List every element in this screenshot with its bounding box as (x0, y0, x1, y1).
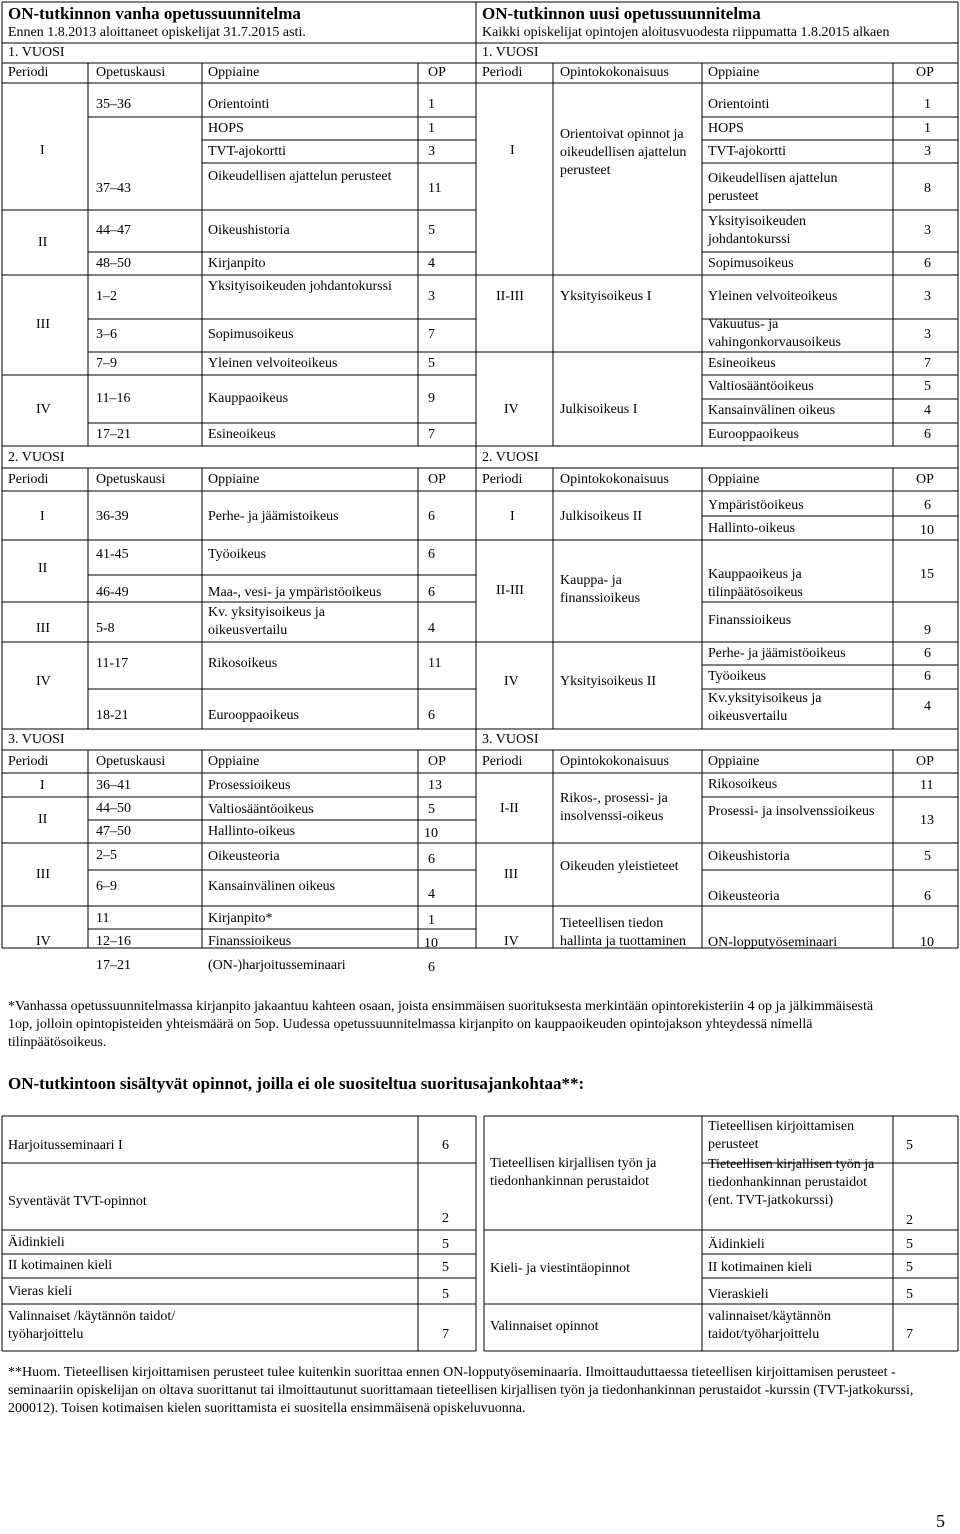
table-cell: 5 (428, 356, 435, 371)
table-cell: 5 (442, 1237, 449, 1252)
table-cell: 3 (924, 223, 931, 238)
table-cell: 17–21 (96, 958, 131, 973)
table-cell: 13 (920, 813, 934, 828)
table-cell: Rikosoikeus (208, 656, 278, 671)
table-cell: 11 (96, 911, 110, 926)
period-label: I (510, 143, 515, 158)
table-cell: Yleinen velvoiteoikeus (708, 289, 838, 304)
table-cell: 5 (906, 1260, 913, 1275)
table-cell: 6–9 (96, 879, 117, 894)
table-cell: 8 (924, 181, 931, 196)
table-cell: Vieras kieli (8, 1284, 73, 1299)
table-cell: (ON-)harjoitusseminaari (208, 958, 346, 973)
table-cell: Yksityisoikeuden johdantokurssi (708, 214, 806, 247)
table-cell: Finanssioikeus (708, 613, 792, 628)
table-cell: 6 (428, 852, 435, 867)
table-cell: 9 (924, 623, 931, 638)
table-cell: 2 (442, 1211, 449, 1226)
period-label: II-III (496, 289, 524, 304)
new-header-periodi: Periodi (482, 754, 523, 769)
table-cell: 44–50 (96, 801, 131, 816)
old-year1-label: 1. VUOSI (8, 45, 65, 60)
period-label: I (40, 143, 45, 158)
table-cell: 11-17 (96, 656, 129, 671)
table-cell: 12–16 (96, 934, 131, 949)
new-plan-subtitle: Kaikki opiskelijat opintojen aloitusvuodesta riippumatta 1.8.2015 alkaen (482, 25, 890, 40)
new-header-opintokokonaisuus: Opintokokonaisuus (560, 472, 669, 487)
table-cell: 46-49 (96, 585, 129, 600)
table-cell: 7 (428, 427, 435, 442)
period-label: IV (36, 934, 51, 949)
table-cell: Oikeudellisen ajattelun perusteet (708, 171, 838, 204)
new-header-op: OP (916, 472, 934, 487)
period-label: I-II (500, 801, 519, 816)
table-cell: Tieteellisen kirjoittamisen perusteet (708, 1119, 855, 1152)
table-cell: valinnaiset/käytännön taidot/työharjoittelu (708, 1309, 831, 1342)
old-header-oppiaine: Oppiaine (208, 472, 260, 487)
table-cell: 6 (428, 585, 435, 600)
new-header-opintokokonaisuus: Opintokokonaisuus (560, 754, 669, 769)
table-cell: Äidinkieli (8, 1235, 65, 1250)
table-cell: 47–50 (96, 824, 131, 839)
table-cell: 5 (906, 1237, 913, 1252)
table-cell: 9 (428, 391, 435, 406)
table-cell: 6 (924, 256, 931, 271)
table-cell: Yleinen velvoiteoikeus (208, 356, 338, 371)
new-header-oppiaine: Oppiaine (708, 754, 760, 769)
table-cell: 1 (924, 121, 931, 136)
table-cell: 6 (428, 960, 435, 975)
table-cell: Esineoikeus (708, 356, 776, 371)
table-cell: 5 (924, 379, 931, 394)
period-label: I (510, 509, 515, 524)
table-cell: 11–16 (96, 391, 131, 406)
table-cell: HOPS (208, 121, 244, 136)
table-cell: Oikeusteoria (708, 889, 780, 904)
table-cell: 3 (428, 289, 435, 304)
table-cell: Äidinkieli (708, 1237, 765, 1252)
table-cell: 10 (424, 936, 438, 951)
table-cell: 4 (428, 256, 435, 271)
old-header-oppiaine: Oppiaine (208, 65, 260, 80)
table-cell: 7 (906, 1327, 913, 1342)
table-cell: Orientointi (208, 97, 270, 112)
new-year2-label: 2. VUOSI (482, 450, 539, 465)
period-label: II-III (496, 583, 524, 598)
table-cell: 5 (428, 223, 435, 238)
table-cell: 7 (924, 356, 931, 371)
table-cell: 1 (428, 121, 435, 136)
table-cell: Tieteellisen kirjallisen työn ja tiedonhankinnan perustaidot (ent. TVT-jatkokurssi) (708, 1157, 875, 1208)
table-cell: 3 (924, 327, 931, 342)
table-cell: HOPS (708, 121, 744, 136)
module-name: Julkisoikeus II (560, 509, 643, 524)
table-cell: Kauppaoikeus ja tilinpäätösoikeus (708, 567, 803, 600)
new-header-oppiaine: Oppiaine (708, 65, 760, 80)
new-header-op: OP (916, 65, 934, 80)
table-cell: TVT-ajokortti (208, 144, 287, 159)
table-cell: Kansainvälinen oikeus (708, 403, 836, 418)
module-name: Julkisoikeus I (560, 402, 638, 417)
table-cell: Ympäristöoikeus (708, 498, 804, 513)
table-cell: 7 (442, 1327, 449, 1342)
module-name: Tieteellisen tiedon hallinta ja tuottaminen (560, 916, 686, 949)
table-cell: 36-39 (96, 509, 129, 524)
table-cell: 3 (924, 289, 931, 304)
table-cell: Eurooppaoikeus (208, 708, 299, 723)
table-cell: Prosessi- ja insolvenssioikeus (708, 804, 875, 819)
table-cell: Oikeushistoria (208, 223, 290, 238)
table-cell: 1–2 (96, 289, 117, 304)
table-cell: TVT-ajokortti (708, 144, 787, 159)
module-name: Kieli- ja viestintäopinnot (490, 1261, 630, 1276)
table-cell: 3 (428, 144, 435, 159)
table-cell: 4 (428, 887, 435, 902)
page-number: 5 (936, 1511, 945, 1531)
new-header-op: OP (916, 754, 934, 769)
old-plan-subtitle: Ennen 1.8.2013 aloittaneet opiskelijat 31.7.2015 asti. (8, 25, 306, 40)
table-cell: Perhe- ja jäämistoikeus (208, 509, 339, 524)
period-label: II (38, 561, 48, 576)
table-cell: 11 (428, 656, 442, 671)
table-cell: 11 (920, 778, 934, 793)
table-cell: 11 (428, 181, 442, 196)
module-name: Tieteellisen kirjallisen työn ja tiedonhankinnan perustaidot (490, 1156, 657, 1189)
period-label: I (40, 778, 45, 793)
table-cell: Vakuutus- ja vahingonkorvausoikeus (708, 317, 841, 350)
module-name: Orientoivat opinnot ja oikeudellisen ajattelun perusteet (560, 127, 687, 178)
table-cell: 18-21 (96, 708, 129, 723)
period-label: II (38, 812, 48, 827)
module-name: Kauppa- ja finanssioikeus (560, 573, 641, 606)
module-name: Rikos-, prosessi- ja insolvenssi-oikeus (560, 791, 668, 824)
table-cell: Eurooppaoikeus (708, 427, 799, 442)
table-cell: Sopimusoikeus (208, 327, 294, 342)
old-year3-label: 3. VUOSI (8, 732, 65, 747)
new-header-periodi: Periodi (482, 65, 523, 80)
old-header-periodi: Periodi (8, 472, 49, 487)
period-label: I (40, 509, 45, 524)
table-cell: ON-lopputyöseminaari (708, 935, 838, 950)
table-cell: 6 (924, 669, 931, 684)
table-cell: 4 (428, 621, 435, 636)
table-cell: 3 (924, 144, 931, 159)
table-cell: Vieraskieli (708, 1287, 769, 1302)
table-cell: Kv. yksityisoikeus ja oikeusvertailu (208, 605, 325, 638)
table-cell: 37–43 (96, 181, 131, 196)
table-cell: Harjoitusseminaari I (8, 1138, 123, 1153)
table-cell: Kv.yksityisoikeus ja oikeusvertailu (708, 691, 822, 724)
table-cell: 5 (906, 1287, 913, 1302)
table-cell: 6 (428, 547, 435, 562)
footnote-huom: **Huom. Tieteellisen kirjoittamisen perusteet tulee kuitenkin suorittaa ennen ON-lopputyöseminaaria. Ilmoittauduttaessa tieteellisen kirjoittamisen perusteet -seminaariin opiskelijan on oltava suorittanut tai ilmoittautunut suorittamaan tieteellisen kirjallisen työn ja tiedonhankinnan perustaidot -kurssin (TVT-jatkokurssi, 200012). Toisen kotimaisen kielen suorittamista ei suositella ensimmäisenä opiskeluvuonna. (8, 1365, 914, 1416)
table-cell: Perhe- ja jäämistöoikeus (708, 646, 846, 661)
table-cell: Kirjanpito (208, 256, 266, 271)
table-cell: 6 (428, 509, 435, 524)
old-header-op: OP (428, 754, 446, 769)
old-header-periodi: Periodi (8, 65, 49, 80)
table-cell: Rikosoikeus (708, 777, 778, 792)
module-name: Yksityisoikeus II (560, 674, 657, 689)
table-cell: 6 (924, 646, 931, 661)
table-cell: 1 (428, 97, 435, 112)
module-name: Valinnaiset opinnot (490, 1319, 599, 1334)
table-cell: 3–6 (96, 327, 117, 342)
old-header-opetuskausi: Opetuskausi (96, 472, 166, 487)
table-cell: 13 (428, 778, 442, 793)
table-cell: Sopimusoikeus (708, 256, 794, 271)
table-cell: 4 (924, 699, 931, 714)
table-cell: Maa-, vesi- ja ympäristöoikeus (208, 585, 382, 600)
table-cell: Työoikeus (708, 669, 767, 684)
table-cell: Yksityisoikeuden johdantokurssi (208, 279, 392, 294)
table-cell: 5 (428, 802, 435, 817)
table-cell: Prosessioikeus (208, 778, 291, 793)
table-cell: Syventävät TVT-opinnot (8, 1194, 147, 1209)
table-cell: 1 (924, 97, 931, 112)
period-label: IV (504, 934, 519, 949)
module-name: Oikeuden yleistieteet (560, 859, 679, 874)
table-cell: II kotimainen kieli (708, 1260, 813, 1275)
table-cell: II kotimainen kieli (8, 1258, 113, 1273)
table-cell: Kansainvälinen oikeus (208, 879, 336, 894)
table-cell: Hallinto-oikeus (708, 521, 796, 536)
table-cell: Hallinto-oikeus (208, 824, 296, 839)
period-label: II (38, 235, 48, 250)
new-plan-title: ON-tutkinnon uusi opetussuunnitelma (482, 4, 761, 23)
period-label: IV (504, 674, 519, 689)
table-cell: 44–47 (96, 223, 131, 238)
period-label: IV (36, 674, 51, 689)
old-header-opetuskausi: Opetuskausi (96, 754, 166, 769)
old-header-op: OP (428, 65, 446, 80)
period-label: III (36, 867, 50, 882)
old-header-opetuskausi: Opetuskausi (96, 65, 166, 80)
table-cell: Valtiosääntöoikeus (208, 802, 314, 817)
section-heading: ON-tutkintoon sisältyvät opinnot, joilla ei ole suositeltua suoritusajankohtaa**: (8, 1074, 585, 1093)
table-cell: 5 (442, 1260, 449, 1275)
table-cell: 41-45 (96, 547, 129, 562)
table-cell: 48–50 (96, 256, 131, 271)
table-cell: 5 (906, 1138, 913, 1153)
table-cell: Oikeudellisen ajattelun perusteet (208, 169, 392, 184)
old-header-op: OP (428, 472, 446, 487)
new-header-periodi: Periodi (482, 472, 523, 487)
table-cell: 2 (906, 1213, 913, 1228)
period-label: III (36, 317, 50, 332)
new-header-opintokokonaisuus: Opintokokonaisuus (560, 65, 669, 80)
table-cell: 10 (424, 826, 438, 841)
table-cell: Työoikeus (208, 547, 267, 562)
table-cell: Oikeushistoria (708, 849, 790, 864)
table-cell: Valinnaiset /käytännön taidot/ työharjoittelu (8, 1309, 176, 1342)
table-cell: 36–41 (96, 778, 131, 793)
table-cell: 5 (924, 849, 931, 864)
table-cell: 6 (924, 498, 931, 513)
module-name: Yksityisoikeus I (560, 289, 652, 304)
period-label: IV (36, 402, 51, 417)
table-cell: 6 (924, 889, 931, 904)
new-year1-label: 1. VUOSI (482, 45, 539, 60)
new-year3-label: 3. VUOSI (482, 732, 539, 747)
table-cell: Oikeusteoria (208, 849, 280, 864)
table-cell: Kauppaoikeus (208, 391, 289, 406)
new-header-oppiaine: Oppiaine (708, 472, 760, 487)
table-cell: 17–21 (96, 427, 131, 442)
table-cell: Orientointi (708, 97, 770, 112)
table-cell: Finanssioikeus (208, 934, 292, 949)
period-label: IV (504, 402, 519, 417)
table-cell: Esineoikeus (208, 427, 276, 442)
table-cell: 6 (442, 1138, 449, 1153)
table-cell: 15 (920, 567, 934, 582)
period-label: III (36, 621, 50, 636)
table-cell: 6 (924, 427, 931, 442)
table-cell: 4 (924, 403, 931, 418)
table-cell: 1 (428, 913, 435, 928)
old-year2-label: 2. VUOSI (8, 450, 65, 465)
table-cell: 10 (920, 523, 934, 538)
footnote-kirjanpito: *Vanhassa opetussuunnitelmassa kirjanpito jakaantuu kahteen osaan, joista ensimmäisen suorituksesta merkintään opintorekisteriin 4 op ja jälkimmäisestä 1op, jolloin opintopisteiden yhteismäärä on 5op. Uudessa opetussuunnitelmassa kirjanpito on kauppaoikeuden opintojakson yhteydessä nimellä tilinpäätösoikeus. (8, 999, 874, 1050)
table-cell: 7 (428, 327, 435, 342)
table-cell: 35–36 (96, 97, 131, 112)
old-plan-title: ON-tutkinnon vanha opetussuunnitelma (8, 4, 301, 23)
period-label: III (504, 867, 518, 882)
table-cell: 10 (920, 935, 934, 950)
old-header-periodi: Periodi (8, 754, 49, 769)
table-cell: Valtiosääntöoikeus (708, 379, 814, 394)
table-cell: 6 (428, 708, 435, 723)
table-cell: 5-8 (96, 621, 115, 636)
old-header-oppiaine: Oppiaine (208, 754, 260, 769)
table-cell: 5 (442, 1287, 449, 1302)
table-cell: Kirjanpito* (208, 911, 273, 926)
table-cell: 7–9 (96, 356, 117, 371)
table-cell: 2–5 (96, 848, 117, 863)
